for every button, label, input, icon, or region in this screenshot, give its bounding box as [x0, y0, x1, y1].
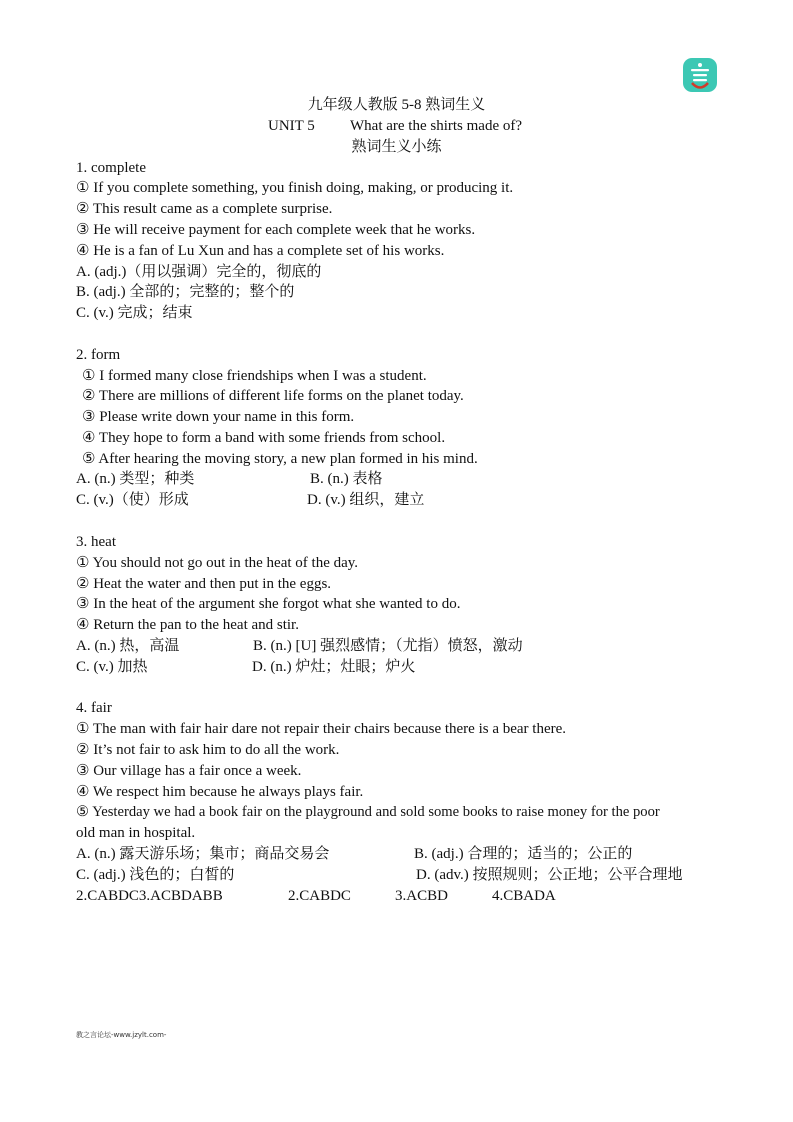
q4-option-c: C. (adj.) 浅色的；白皙的	[76, 867, 235, 883]
q2-sentence-4: ④ They hope to form a band with some friends from school.	[82, 430, 446, 446]
q1-sentence-4: ④ He is a fan of Lu Xun and has a complete set of his works.	[76, 243, 445, 259]
q2-option-b: B. (n.) 表格	[310, 471, 383, 487]
q1-sentence-1: ① If you complete something, you finish doing, making, or producing it.	[76, 180, 514, 196]
answer-key-3: 3.ACBD	[395, 888, 448, 904]
logo-icon	[683, 58, 717, 92]
answer-key-combined: 2.CABDC3.ACBDABB	[76, 888, 223, 904]
q3-sentence-2: ② Heat the water and then put in the eggs.	[76, 576, 332, 592]
document-title: 九年级人教版 5-8 熟词生义	[307, 97, 486, 113]
q4-sentence-3: ③ Our village has a fair once a week.	[76, 763, 302, 779]
q3-option-a: A. (n.) 热，高温	[76, 638, 180, 654]
q4-sentence-2: ② It’s not fair to ask him to do all the work.	[76, 742, 340, 758]
q2-sentence-3: ③ Please write down your name in this form.	[82, 409, 355, 425]
q4-sentence-5-continued: old man in hospital.	[76, 825, 196, 841]
q3-sentence-1: ① You should not go out in the heat of the day.	[76, 555, 359, 571]
q3-word: 3. heat	[76, 534, 116, 550]
q3-sentence-4: ④ Return the pan to the heat and stir.	[76, 617, 299, 633]
q4-sentence-5: ⑤ Yesterday we had a book fair on the playground and sold some books to raise money for the poor	[76, 804, 660, 820]
q2-sentence-1: ① I formed many close friendships when I was a student.	[82, 368, 427, 384]
footer-watermark: 教之言论坛-www.jzylt.com-	[76, 1031, 167, 1039]
q2-option-d: D. (v.) 组织，建立	[307, 492, 425, 508]
q2-word: 2. form	[76, 347, 121, 363]
q4-sentence-1: ① The man with fair hair dare not repair their chairs because there is a bear there.	[76, 721, 567, 737]
q1-option-a: A. (adj.)（用以强调）完全的，彻底的	[76, 264, 322, 280]
document-subtitle: 熟词生义小练	[351, 139, 442, 155]
q2-option-a: A. (n.) 类型；种类	[76, 471, 195, 487]
q1-word: 1. complete	[76, 160, 146, 176]
q4-option-b: B. (adj.) 合理的；适当的；公正的	[414, 846, 633, 862]
q3-sentence-3: ③ In the heat of the argument she forgot what she wanted to do.	[76, 596, 461, 612]
q4-word: 4. fair	[76, 700, 112, 716]
unit-title: What are the shirts made of?	[350, 118, 523, 134]
q1-sentence-2: ② This result came as a complete surprise.	[76, 201, 333, 217]
answer-key-2: 2.CABDC	[288, 888, 351, 904]
q1-option-b: B. (adj.) 全部的；完整的；整个的	[76, 284, 295, 300]
q3-option-d: D. (n.) 炉灶；灶眼；炉火	[252, 659, 416, 675]
q1-sentence-3: ③ He will receive payment for each complete week that he works.	[76, 222, 476, 238]
q2-sentence-2: ② There are millions of different life forms on the planet today.	[82, 388, 464, 404]
answer-key-4: 4.CBADA	[492, 888, 556, 904]
q1-option-c: C. (v.) 完成；结束	[76, 305, 193, 321]
q2-option-c: C. (v.)（使）形成	[76, 492, 189, 508]
q2-sentence-5: ⑤ After hearing the moving story, a new plan formed in his mind.	[82, 451, 478, 467]
q4-option-d: D. (adv.) 按照规则；公正地；公平合理地	[416, 867, 683, 883]
q3-option-b: B. (n.) [U] 强烈感情；（尤指）愤怒，激动	[253, 638, 523, 654]
unit-label: UNIT 5	[268, 118, 315, 134]
q4-option-a: A. (n.) 露天游乐场；集市；商品交易会	[76, 846, 330, 862]
q4-sentence-4: ④ We respect him because he always plays fair.	[76, 784, 364, 800]
q3-option-c: C. (v.) 加热	[76, 659, 148, 675]
